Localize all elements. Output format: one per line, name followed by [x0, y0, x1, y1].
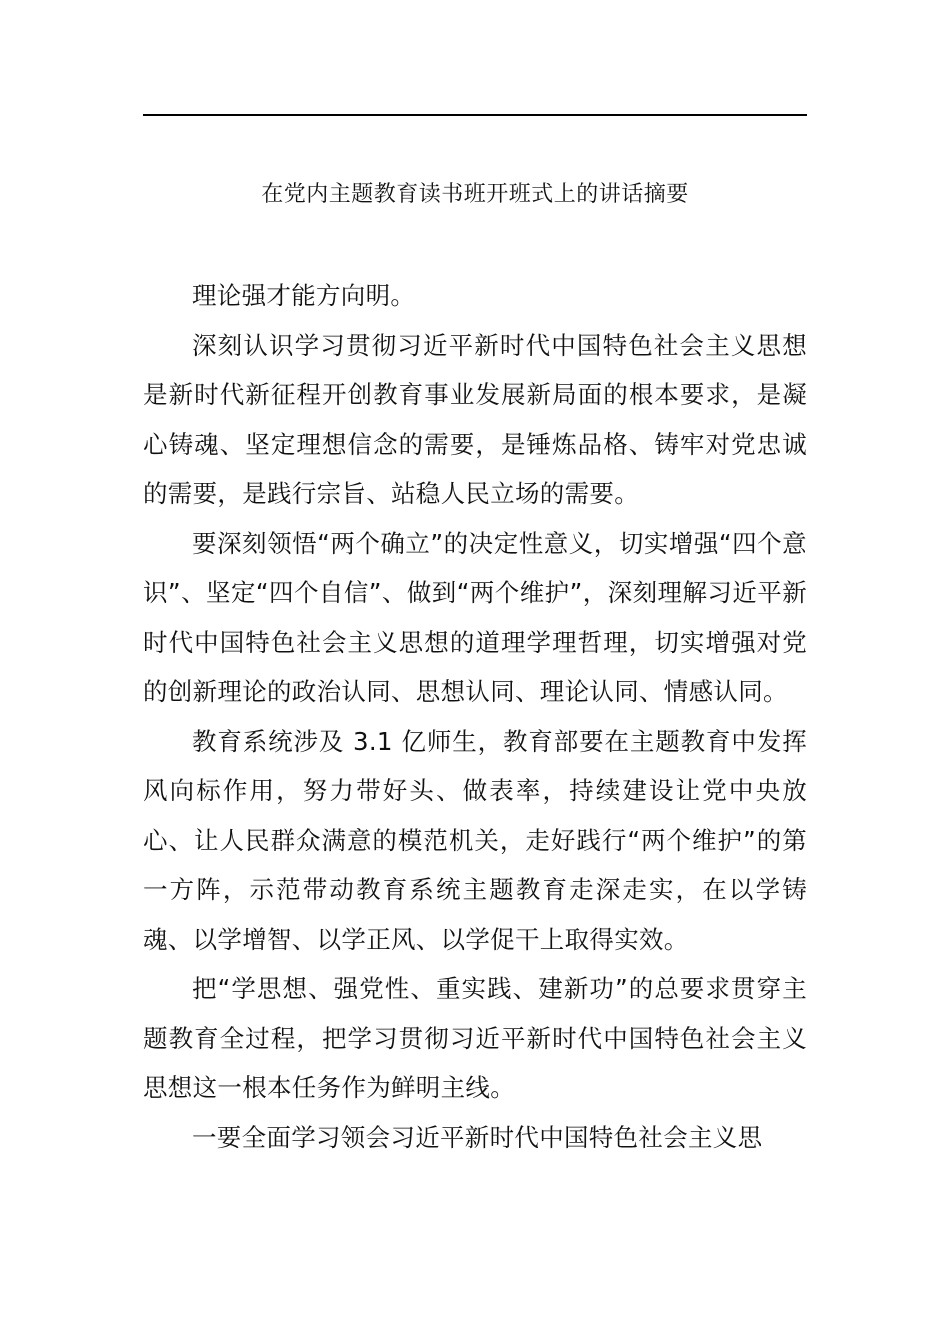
paragraph-5: 把“学思想、强党性、重实践、建新功”的总要求贯穿主题教育全过程，把学习贯彻习近平新时代中国特色社会主义思想这一根本任务作为鲜明主线。	[143, 974, 807, 1102]
document-title: 在党内主题教育读书班开班式上的讲话摘要	[261, 182, 689, 207]
document-body	[143, 271, 807, 1162]
paragraph-6: 一要全面学习领会习近平新时代中国特色社会主义思	[192, 1122, 763, 1152]
paragraph-4: 教育系统涉及 3.1 亿师生，教育部要在主题教育中发挥风向标作用，努力带好头、做表率，持续建设让党中央放心、让人民群众满意的模范机关，走好践行“两个维护”的第一方阵，示范带动教育系统主题教育走深走实，在以学铸魂、以学增智、以学正风、以学促干上取得实效。	[143, 726, 807, 954]
paragraph-1: 理论强才能方向明。	[192, 281, 416, 310]
paragraph-2: 深刻认识学习贯彻习近平新时代中国特色社会主义思想是新时代新征程开创教育事业发展新局面的根本要求，是凝心铸魂、坚定理想信念的需要，是锤炼品格、铸牢对党忠诚的需要，是践行宗旨、站稳人民立场的需要。	[143, 330, 807, 508]
header-rule	[143, 114, 807, 116]
paragraph-3: 要深刻领悟“两个确立”的决定性意义，切实增强“四个意识”、坚定“四个自信”、做到“两个维护”，深刻理解习近平新时代中国特色社会主义思想的道理学理哲理，切实增强对党的创新理论的政治认同、思想认同、理论认同、情感认同。	[143, 528, 807, 706]
